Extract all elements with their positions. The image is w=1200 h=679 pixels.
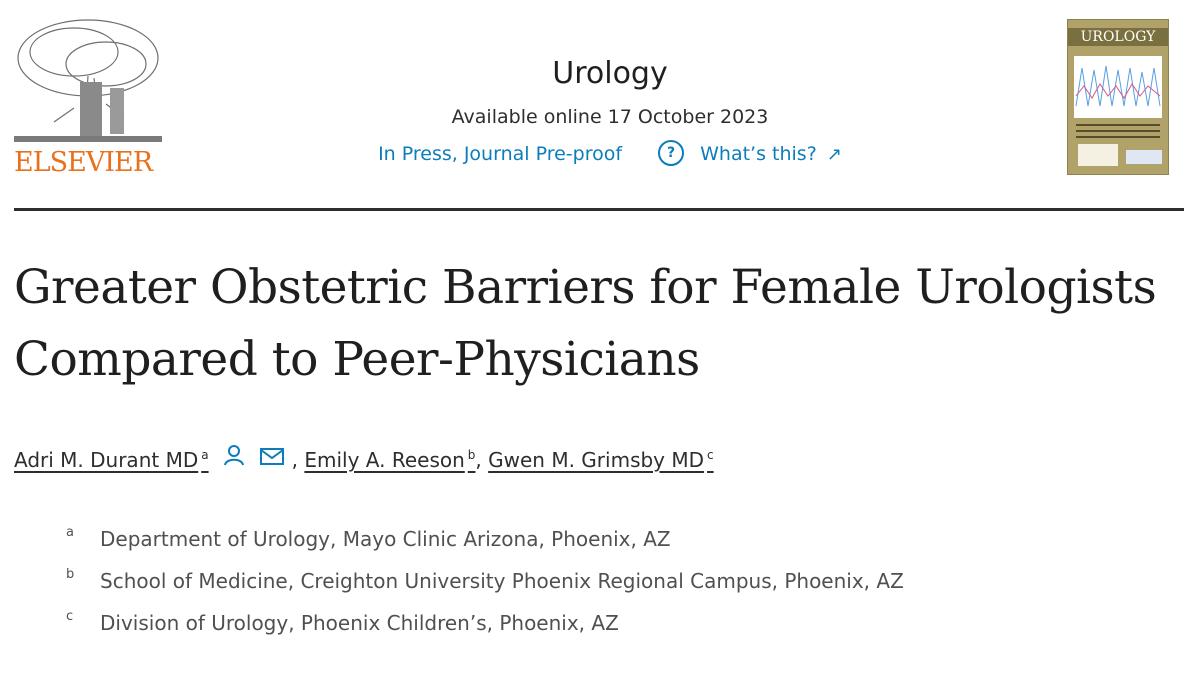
whats-this-label: What’s this? xyxy=(700,143,817,165)
article-header xyxy=(0,0,1200,212)
author-list xyxy=(14,440,1164,476)
cover-figure-graphic xyxy=(1074,56,1162,118)
publisher-name: ELSEVIER xyxy=(14,147,153,178)
author-name: Emily A. Reeson xyxy=(304,447,465,472)
affiliation-label: a xyxy=(66,525,74,540)
whats-this-link[interactable] xyxy=(700,143,842,165)
cover-label-box xyxy=(1078,144,1118,166)
author-name: Adri M. Durant MD xyxy=(14,447,199,472)
help-circle-icon[interactable]: ? xyxy=(658,140,684,166)
external-link-icon: ↗ xyxy=(826,144,842,165)
cover-title: UROLOGY xyxy=(1068,28,1168,46)
journal-cover-image[interactable] xyxy=(1067,19,1169,175)
author-affiliation-marker: c xyxy=(707,448,714,462)
cover-badge xyxy=(1126,150,1162,164)
journal-title-link[interactable]: Urology xyxy=(552,56,668,91)
article-title: Greater Obstetric Barriers for Female Urologists Compared to Peer-Physicians xyxy=(14,260,1157,387)
author-link[interactable] xyxy=(304,448,475,472)
cover-text-line xyxy=(1076,136,1160,138)
journal-info xyxy=(290,52,930,169)
tree-logo-icon xyxy=(14,18,162,146)
affiliation-label: b xyxy=(66,567,75,582)
affiliation-text: Division of Urology, Phoenix Children’s, Phoenix, AZ xyxy=(100,611,619,635)
affiliation-text: Department of Urology, Mayo Clinic Arizona, Phoenix, AZ xyxy=(100,527,671,551)
author-affiliation-marker: b xyxy=(467,448,476,462)
author-link[interactable] xyxy=(14,448,209,472)
header-divider xyxy=(14,208,1184,211)
author-separator: , xyxy=(475,447,482,472)
in-press-link[interactable]: In Press, Journal Pre-proof xyxy=(378,143,623,165)
author-separator: , xyxy=(291,447,299,472)
author-name: Gwen M. Grimsby MD xyxy=(488,447,705,472)
affiliation-label: c xyxy=(66,609,74,624)
affiliation-item xyxy=(66,564,1166,606)
cover-text-line xyxy=(1076,124,1160,126)
available-online-date: Available online 17 October 2023 xyxy=(451,106,769,128)
affiliation-item xyxy=(66,606,1166,648)
affiliation-item xyxy=(66,522,1166,564)
affiliation-text: School of Medicine, Creighton University Phoenix Regional Campus, Phoenix, AZ xyxy=(100,569,904,593)
cover-figure xyxy=(1074,56,1162,118)
affiliation-list xyxy=(66,522,1166,648)
author-link[interactable] xyxy=(488,448,714,472)
article-status xyxy=(290,140,930,169)
person-icon[interactable] xyxy=(223,444,245,474)
cover-text-line xyxy=(1076,130,1160,132)
envelope-icon[interactable] xyxy=(259,444,285,474)
author-affiliation-marker: a xyxy=(201,448,209,462)
